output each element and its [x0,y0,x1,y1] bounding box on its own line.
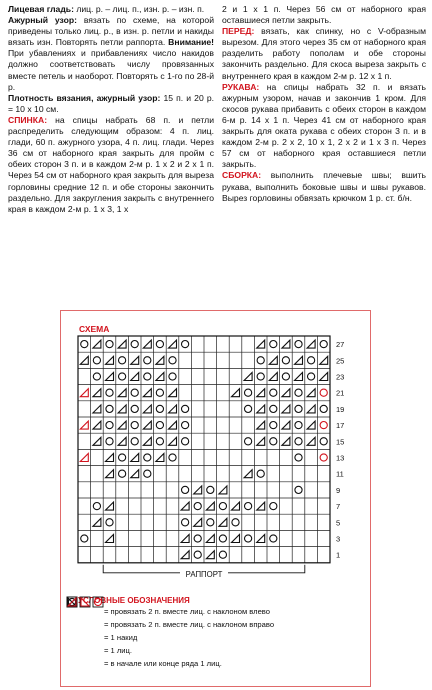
k2tog-left-icon [169,389,177,397]
legend-text: = провязать 2 п. вместе лиц. с наклоном влево [104,607,270,616]
legend-rows [66,605,366,670]
k2tog-left-icon [257,421,265,429]
yarn-over-icon [245,503,252,510]
yarn-over-icon [270,503,277,510]
k2tog-left-icon [93,421,101,429]
yarn-over-icon [308,373,315,380]
k2tog-left-icon [118,340,126,348]
k2tog-left-icon [106,502,114,510]
para-back-cont: 2 и 1 х 1 п. Через 56 см от наборного края оставшиеся петли закрыть. [222,4,426,26]
rapport-label: РАППОРТ [185,569,223,579]
row-number: 15 [336,437,345,447]
term-gauge: Плотность вязания, ажурный узор: [8,92,161,103]
row-number: 3 [336,534,341,544]
heading-front: ПЕРЕД: [222,26,255,37]
k2tog-left-icon [143,421,151,429]
yarn-over-icon [219,551,226,558]
k2tog-left-icon [295,373,303,381]
para-gauge: Плотность вязания, ажурный узор: 15 п. и 20 р. = 10 х 10 см. [8,92,214,114]
yarn-over-icon [156,422,163,429]
yarn-over-icon [106,341,113,348]
yarn-over-icon [270,341,277,348]
legend-item [66,618,366,631]
k2tog-left-icon [156,373,164,381]
legend-item [66,657,366,670]
yarn-over-icon [270,535,277,542]
yarn-over-icon [131,341,138,348]
k2tog-left-icon [106,470,114,478]
term-openwork: Ажурный узор: [8,15,77,26]
yarn-over-icon [245,405,252,412]
k2tog-left-icon [181,535,189,543]
k2tog-left-icon [206,535,214,543]
yarn-over-icon [257,373,264,380]
k2tog-left-icon [143,340,151,348]
k2tog-left-icon [118,421,126,429]
yarn-over-icon [295,438,302,445]
yarn-over-icon [270,422,277,429]
yarn-over-icon [207,519,214,526]
k2tog-left-icon [320,373,328,381]
k2tog-left-icon [143,405,151,413]
yarn-over-icon [295,486,302,493]
k2tog-left-icon [169,437,177,445]
k2tog-left-icon [131,454,139,462]
row-number: 5 [336,518,341,528]
yarn-over-icon [94,598,101,605]
k2tog-left-icon [282,389,290,397]
yarn-over-icon [320,405,327,412]
k2tog-left-icon [93,405,101,413]
yarn-over-icon [270,405,277,412]
heading-back: СПИНКА: [8,114,48,125]
yarn-over-icon [182,519,189,526]
yarn-over-icon [320,454,327,461]
k2tog-left-icon [307,437,315,445]
yarn-over-icon [119,357,126,364]
para-openwork: Ажурный узор: вязать по схеме, на которой приведены только лиц. р., в изн. р. петли и накиды вязать изн. Повторять петли раппорта. Внимание! При убавлениях и прибавлениях число накидов должно соответствовать числу провязанных вместе петель и наоборот. Повторять с 1-го по 28-й р. [8,15,214,92]
k2tog-left-icon [282,340,290,348]
k2tog-left-icon [269,356,277,364]
yarn-over-icon [320,422,327,429]
yarn-over-icon [144,470,151,477]
legend-text: = провязать 2 п. вместе лиц. с наклоном вправо [104,620,275,629]
yarn-over-icon [169,357,176,364]
legend-title: УСЛОВНЫЕ ОБОЗНАЧЕНИЯ [78,596,190,605]
yarn-over-icon [270,389,277,396]
yarn-over-icon [144,373,151,380]
k2tog-left-icon [219,486,227,494]
k2tog-left-icon [181,551,189,559]
row-number: 27 [336,340,345,350]
yarn-over-icon [144,357,151,364]
k2tog-left-icon [93,437,101,445]
yarn-over-icon [93,357,100,364]
k2tog-left-icon [194,486,202,494]
legend-item [66,631,366,644]
yarn-over-icon [182,422,189,429]
para-front: ПЕРЕД: вязать, как спинку, но с V-образным вырезом. Для этого через 35 см от наборного края разделить работу пополам и обе стороны закончить раздельно. Для скоса выреза закрыть с внутреннего края в каждом 2-м р. 12 х 1 п. [222,26,426,81]
k2tog-left-icon [219,518,227,526]
yarn-over-icon [106,405,113,412]
yarn-over-icon [119,470,126,477]
k2tog-left-icon [80,389,88,397]
yarn-over-icon [119,373,126,380]
k2tog-left-icon [143,437,151,445]
k2tog-left-icon [257,535,265,543]
para-stockinette: Лицевая гладь: лиц. р. – лиц. п., изн. р. – изн. п. [8,4,205,14]
yarn-over-icon [295,422,302,429]
yarn-over-icon [182,405,189,412]
row-number: 9 [336,485,341,495]
yarn-over-icon [156,405,163,412]
k2tog-left-icon [106,454,114,462]
yarn-over-icon [182,486,189,493]
k2tog-left-icon [143,389,151,397]
k2tog-left-icon [156,356,164,364]
yarn-over-icon [131,422,138,429]
yarn-over-icon [81,341,88,348]
k2tog-left-icon [93,389,101,397]
yarn-over-icon [194,535,201,542]
yarn-over-icon [257,357,264,364]
yarn-over-icon [232,519,239,526]
row-number: 11 [336,469,344,479]
k2tog-left-icon [257,502,265,510]
para-back: СПИНКА: на спицы набрать 68 п. и петли распределить следующим образом: 4 п. лиц. глади, 60 п. ажурного узора, 4 п. лиц. глади. Через 36 см от наборного края закрыть для пройм с обеих сторон 3 п. и в каждом 2-м р. 1 х 2 и 2 х 1 п. Через 54 см от наборного края закрыть для выреза горловины средние 12 п. и обе стороны закончить раздельно. Для закругления закрыть с внутреннего края в каждом 2-м р. 1 х 3, 1 х [8,114,214,214]
k2tog-left-icon [257,389,265,397]
legend-item [66,605,366,618]
k2tog-left-icon [169,405,177,413]
yarn-over-icon [106,422,113,429]
row-number: 23 [336,372,345,382]
k2tog-left-icon [307,340,315,348]
k2tog-left-icon [320,356,328,364]
k2tog-left-icon [232,389,240,397]
k2tog-left-icon [282,405,290,413]
k2tog-left-icon [206,551,214,559]
k2tog-left-icon [232,502,240,510]
k2tog-left-icon [307,389,315,397]
yarn-over-icon [156,438,163,445]
yarn-over-icon [194,551,201,558]
yarn-over-icon [257,470,264,477]
k2tog-left-icon [93,340,101,348]
legend [66,596,366,670]
term-stockinette: Лицевая гладь: [8,4,74,14]
term-attention: Внимание! [168,37,214,48]
k2tog-left-icon [118,405,126,413]
chart-title: СХЕМА [79,324,110,334]
k2tog-left-icon [307,405,315,413]
yarn-over-icon [169,454,176,461]
yarn-over-icon [295,405,302,412]
yarn-over-icon [182,438,189,445]
row-number: 25 [336,356,345,366]
row-number: 1 [336,550,341,560]
yarn-over-icon [81,535,88,542]
yarn-over-icon [320,341,327,348]
k2tog-left-icon [269,373,277,381]
yarn-over-icon [169,373,176,380]
k2tog-left-icon [106,535,114,543]
k2tog-left-icon [118,437,126,445]
yarn-over-icon [182,341,189,348]
k2tog-left-icon [156,454,164,462]
yarn-over-icon [219,535,226,542]
k2tog-left-icon [257,437,265,445]
k2tog-left-icon [295,356,303,364]
row-number: 21 [336,388,345,398]
yarn-over-icon [106,438,113,445]
k2tog-left-icon [118,389,126,397]
yarn-over-icon [245,535,252,542]
k2tog-left-icon [257,340,265,348]
yarn-over-icon [131,438,138,445]
k2tog-left-icon [93,518,101,526]
yarn-over-icon [308,357,315,364]
para-assembly: СБОРКА: выполнить плечевые швы; вшить рукава, выполнить боковые швы и швы рукавов. Вырез горловины обвязать крючком 1 р. ст. б/н. [222,170,426,203]
yarn-over-icon [320,389,327,396]
yarn-over-icon [106,389,113,396]
k2tog-left-icon [106,356,114,364]
yarn-over-icon [219,503,226,510]
yarn-over-icon [295,341,302,348]
row-number: 7 [336,502,341,512]
k2tog-left-icon [169,340,177,348]
yarn-over-icon [245,389,252,396]
row-number: 19 [336,404,345,414]
yarn-over-icon [207,486,214,493]
yarn-over-icon [131,389,138,396]
yarn-over-icon [245,438,252,445]
k2tog-left-icon [181,502,189,510]
yarn-over-icon [144,454,151,461]
k2tog-left-icon [131,373,139,381]
yarn-over-icon [295,454,302,461]
yarn-over-icon [156,389,163,396]
k2tog-left-icon [131,470,139,478]
yarn-over-icon [295,389,302,396]
k2tog-right-icon [81,598,89,606]
k2tog-left-icon [282,421,290,429]
heading-sleeves: РУКАВА: [222,81,260,92]
legend-item [66,644,366,657]
legend-text: = в начале или конце ряда 1 лиц. [104,659,222,668]
yarn-over-icon [93,503,100,510]
k2tog-left-icon [307,421,315,429]
k2tog-left-icon [244,373,252,381]
k2tog-left-icon [80,356,88,364]
yarn-over-icon [156,341,163,348]
yarn-over-icon [270,438,277,445]
k2tog-left-icon [106,373,114,381]
yarn-over-icon [320,438,327,445]
row-number: 13 [336,453,345,463]
k2tog-left-icon [80,421,88,429]
k2tog-left-icon [257,405,265,413]
yarn-over-icon [282,357,289,364]
legend-text: = 1 накид [104,633,138,642]
yarn-over-icon [93,373,100,380]
yarn-over-icon [119,454,126,461]
k2tog-left-icon [80,454,88,462]
k2tog-left-icon [282,437,290,445]
row-number: 17 [336,421,345,431]
k2tog-left-icon [244,470,252,478]
yarn-over-icon [194,503,201,510]
k2tog-left-icon [169,421,177,429]
yarn-over-icon [106,519,113,526]
k2tog-left-icon [206,502,214,510]
para-sleeves: РУКАВА: на спицы набрать 32 п. и вязать ажурным узором, начав и закончив 1 кром. Для скосов рукава прибавить с обеих сторон в каждом 6-м р. 14 х 1 п. Через 41 см от наборного края закрыть для оката рукава с обеих сторон 3 п. и в каждом 2-м р. 2 х 2, 10 х 1, 2 х 2 и 1 х 3 п. Через 57 см от наборного края оставшиеся петли закрыть. [222,81,426,170]
legend-text: = 1 лиц. [104,646,133,655]
k2tog-left-icon [68,598,76,606]
heading-assembly: СБОРКА: [222,170,262,181]
yarn-over-icon [131,405,138,412]
k2tog-left-icon [131,356,139,364]
k2tog-left-icon [194,518,202,526]
k2tog-left-icon [232,535,240,543]
yarn-over-icon [282,373,289,380]
